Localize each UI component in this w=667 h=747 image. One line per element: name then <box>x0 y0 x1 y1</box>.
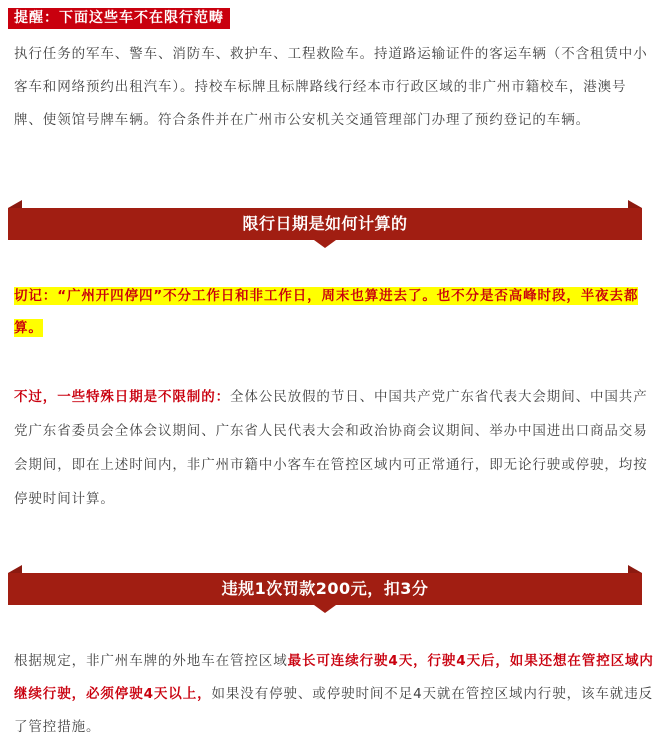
section-title: 违规1次罚款200元，扣3分 <box>221 579 429 598</box>
rule-text-end: 如果没有停驶、或停驶时间不足4天就在管控区域内行驶，该车就违反了管控措施。 <box>14 686 653 735</box>
caution-highlight: 切记：“广州开四停四”不分工作日和非工作日，周末也算进去了。也不分是否高峰时段，半夜去都算。 <box>14 288 639 336</box>
banner-fold-right <box>628 200 642 208</box>
reminder-label: 提醒：下面这些车不在限行范畴 <box>8 8 230 29</box>
banner-notch <box>314 240 336 248</box>
section-banner-restriction-dates <box>8 200 642 248</box>
banner-fold-left <box>8 565 22 573</box>
banner-fold-left <box>8 200 22 208</box>
special-dates-paragraph <box>14 380 654 516</box>
special-dates-text: 全体公民放假的节日、中国共产党广东省代表大会期间、中国共产党广东省委员会全体会议期间、广东省人民代表大会和政治协商会议期间、举办中国进出口商品交易会期间，即在上述时间内，非广州市籍中小客车在管控区域内可正常通行，即无论行驶或停驶，均按停驶时间计算。 <box>14 389 648 507</box>
caution-paragraph <box>14 280 654 344</box>
section-banner-penalty <box>8 565 642 613</box>
section-title: 限行日期是如何计算的 <box>242 214 408 233</box>
rule-emphasis: 最长可连续行驶4天，行驶4天后，如果还想在管控区域内继续行驶，必须停驶4天以上， <box>14 653 654 702</box>
rule-paragraph <box>14 645 654 744</box>
banner-fold-right <box>628 565 642 573</box>
exempt-vehicles-paragraph: 执行任务的军车、警车、消防车、救护车、工程救险车。持道路运输证件的客运车辆（不含租赁中小客车和网络预约出租汽车）。持校车标牌且标牌路线行经本市行政区域的非广州市籍校车，港澳号牌、使领馆号牌车辆。符合条件并在广州市公安机关交通管理部门办理了预约登记的车辆。 <box>14 46 648 128</box>
banner-notch <box>314 605 336 613</box>
special-dates-lead: 不过，一些特殊日期是不限制的： <box>14 389 230 405</box>
rule-text-start: 根据规定，非广州车牌的外地车在管控区域 <box>14 653 288 669</box>
